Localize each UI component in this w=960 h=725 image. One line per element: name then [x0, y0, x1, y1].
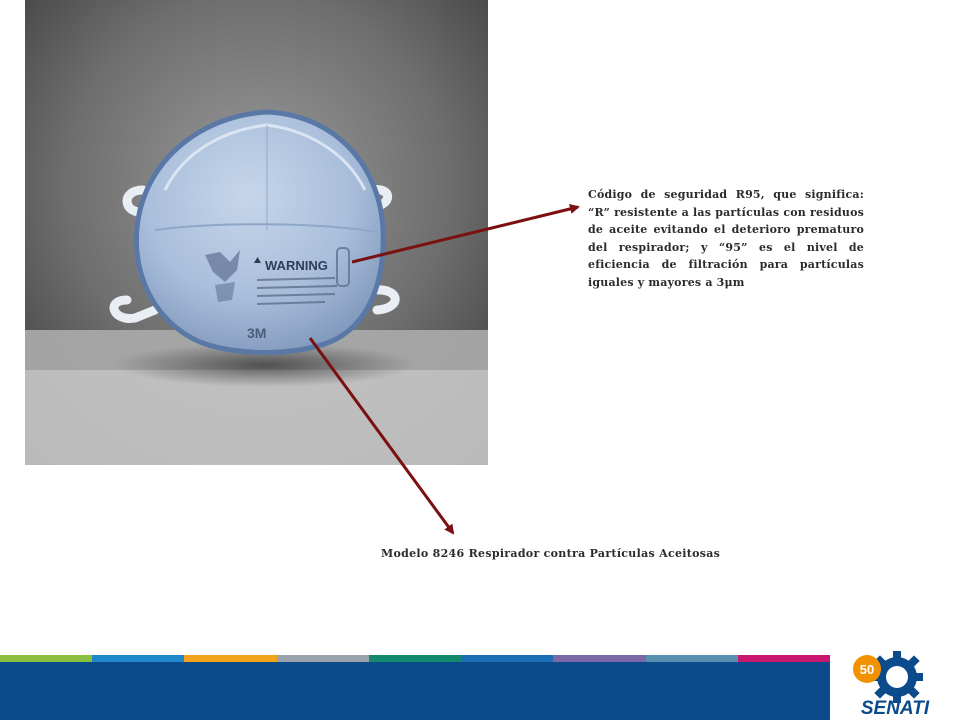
- logo-name: SENATI: [860, 698, 930, 719]
- arrow-to-description: [352, 207, 578, 262]
- senati-logo: [845, 645, 945, 720]
- model-caption: Modelo 8246 Respirador contra Partículas Aceitosas: [381, 547, 721, 560]
- mask-warning-text: WARNING: [265, 258, 328, 273]
- mask-brand-text: 3M: [247, 325, 267, 341]
- arrow-to-caption: [310, 338, 453, 533]
- gear-icon: [871, 651, 923, 703]
- color-stripe: [0, 655, 830, 662]
- safety-code-description: Código de seguridad R95, que significa: “R” resistente a las partículas con residuos de aceite evitando el deterioro prematuro del respirador; y “95” es el nivel de eficiencia de filtración para partículas iguales y mayores a 3μm: [588, 188, 864, 289]
- footer-bar: [0, 662, 830, 720]
- logo-badge: 50: [859, 662, 875, 677]
